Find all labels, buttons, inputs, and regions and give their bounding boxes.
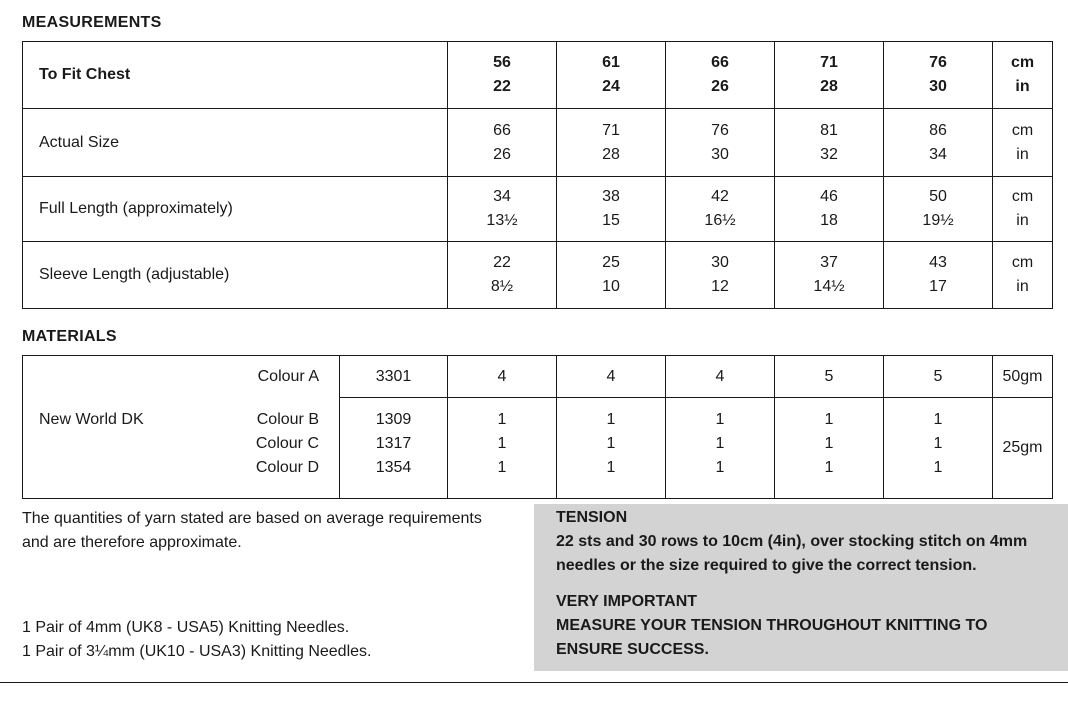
size-cell: 71 28	[775, 42, 884, 109]
important-line: MEASURE YOUR TENSION THROUGHOUT KNITTING TO	[556, 617, 988, 634]
size-cell: 66 26	[666, 42, 775, 109]
colour-name: Colour A	[231, 356, 340, 398]
sleeve-length-row	[23, 242, 1053, 309]
bottom-rule	[0, 682, 1068, 683]
quantity-cell: 1 1 1	[775, 398, 884, 499]
row-label: To Fit Chest	[23, 42, 448, 109]
colour-bcd-row	[23, 398, 1053, 499]
to-fit-chest-row	[23, 42, 1053, 109]
measurements-heading: MEASUREMENTS	[22, 14, 162, 31]
value-cell: 76 30	[666, 109, 775, 177]
quantity-cell: 4	[557, 356, 666, 398]
tension-line: 22 sts and 30 rows to 10cm (4in), over stocking stitch on 4mm	[556, 533, 1028, 550]
quantities-note: The quantities of yarn stated are based on average requirements and are therefore approximate.	[22, 510, 482, 551]
row-label: Sleeve Length (adjustable)	[23, 242, 448, 309]
value-cell: 43 17	[884, 242, 993, 309]
quantity-cell: 4	[448, 356, 557, 398]
materials-heading: MATERIALS	[22, 328, 117, 345]
measurements-table	[22, 41, 1053, 309]
quantity-cell: 1 1 1	[557, 398, 666, 499]
unit-cell: cm in	[993, 242, 1053, 309]
important-line: ENSURE SUCCESS.	[556, 641, 709, 658]
colour-a-row	[23, 356, 1053, 398]
full-length-row	[23, 177, 1053, 242]
unit-cell: 25gm	[993, 398, 1053, 499]
value-cell: 86 34	[884, 109, 993, 177]
unit-cell: cm in	[993, 109, 1053, 177]
unit-cell: 50gm	[993, 356, 1053, 398]
value-cell: 71 28	[557, 109, 666, 177]
tension-box	[534, 504, 1068, 671]
value-cell: 66 26	[448, 109, 557, 177]
value-cell: 25 10	[557, 242, 666, 309]
size-cell: 76 30	[884, 42, 993, 109]
quantity-cell: 5	[884, 356, 993, 398]
shade-codes: 1309 1317 1354	[340, 398, 448, 499]
size-cell: 56 22	[448, 42, 557, 109]
row-label: Actual Size	[23, 109, 448, 177]
value-cell: 37 14½	[775, 242, 884, 309]
value-cell: 42 16½	[666, 177, 775, 242]
quantity-cell: 1 1 1	[884, 398, 993, 499]
size-cell: 61 24	[557, 42, 666, 109]
important-title: VERY IMPORTANT	[556, 593, 698, 610]
unit-cell: cm in	[993, 42, 1053, 109]
materials-table	[22, 355, 1053, 499]
value-cell: 38 15	[557, 177, 666, 242]
needles-note: 1 Pair of 4mm (UK8 - USA5) Knitting Needles. 1 Pair of 3¼mm (UK10 - USA3) Knitting Needles.	[22, 619, 372, 660]
value-cell: 34 13½	[448, 177, 557, 242]
colour-names: Colour B Colour C Colour D	[231, 398, 340, 499]
quantity-cell: 5	[775, 356, 884, 398]
value-cell: 30 12	[666, 242, 775, 309]
actual-size-row	[23, 109, 1053, 177]
quantity-cell: 1 1 1	[666, 398, 775, 499]
value-cell: 50 19½	[884, 177, 993, 242]
tension-line: needles or the size required to give the correct tension.	[556, 557, 977, 574]
row-label: Full Length (approximately)	[23, 177, 448, 242]
tension-title: TENSION	[556, 509, 628, 526]
unit-cell: cm in	[993, 177, 1053, 242]
quantity-cell: 1 1 1	[448, 398, 557, 499]
quantity-cell: 4	[666, 356, 775, 398]
value-cell: 46 18	[775, 177, 884, 242]
yarn-name: New World DK	[23, 398, 231, 499]
value-cell: 81 32	[775, 109, 884, 177]
shade-code: 3301	[340, 356, 448, 398]
value-cell: 22 8½	[448, 242, 557, 309]
